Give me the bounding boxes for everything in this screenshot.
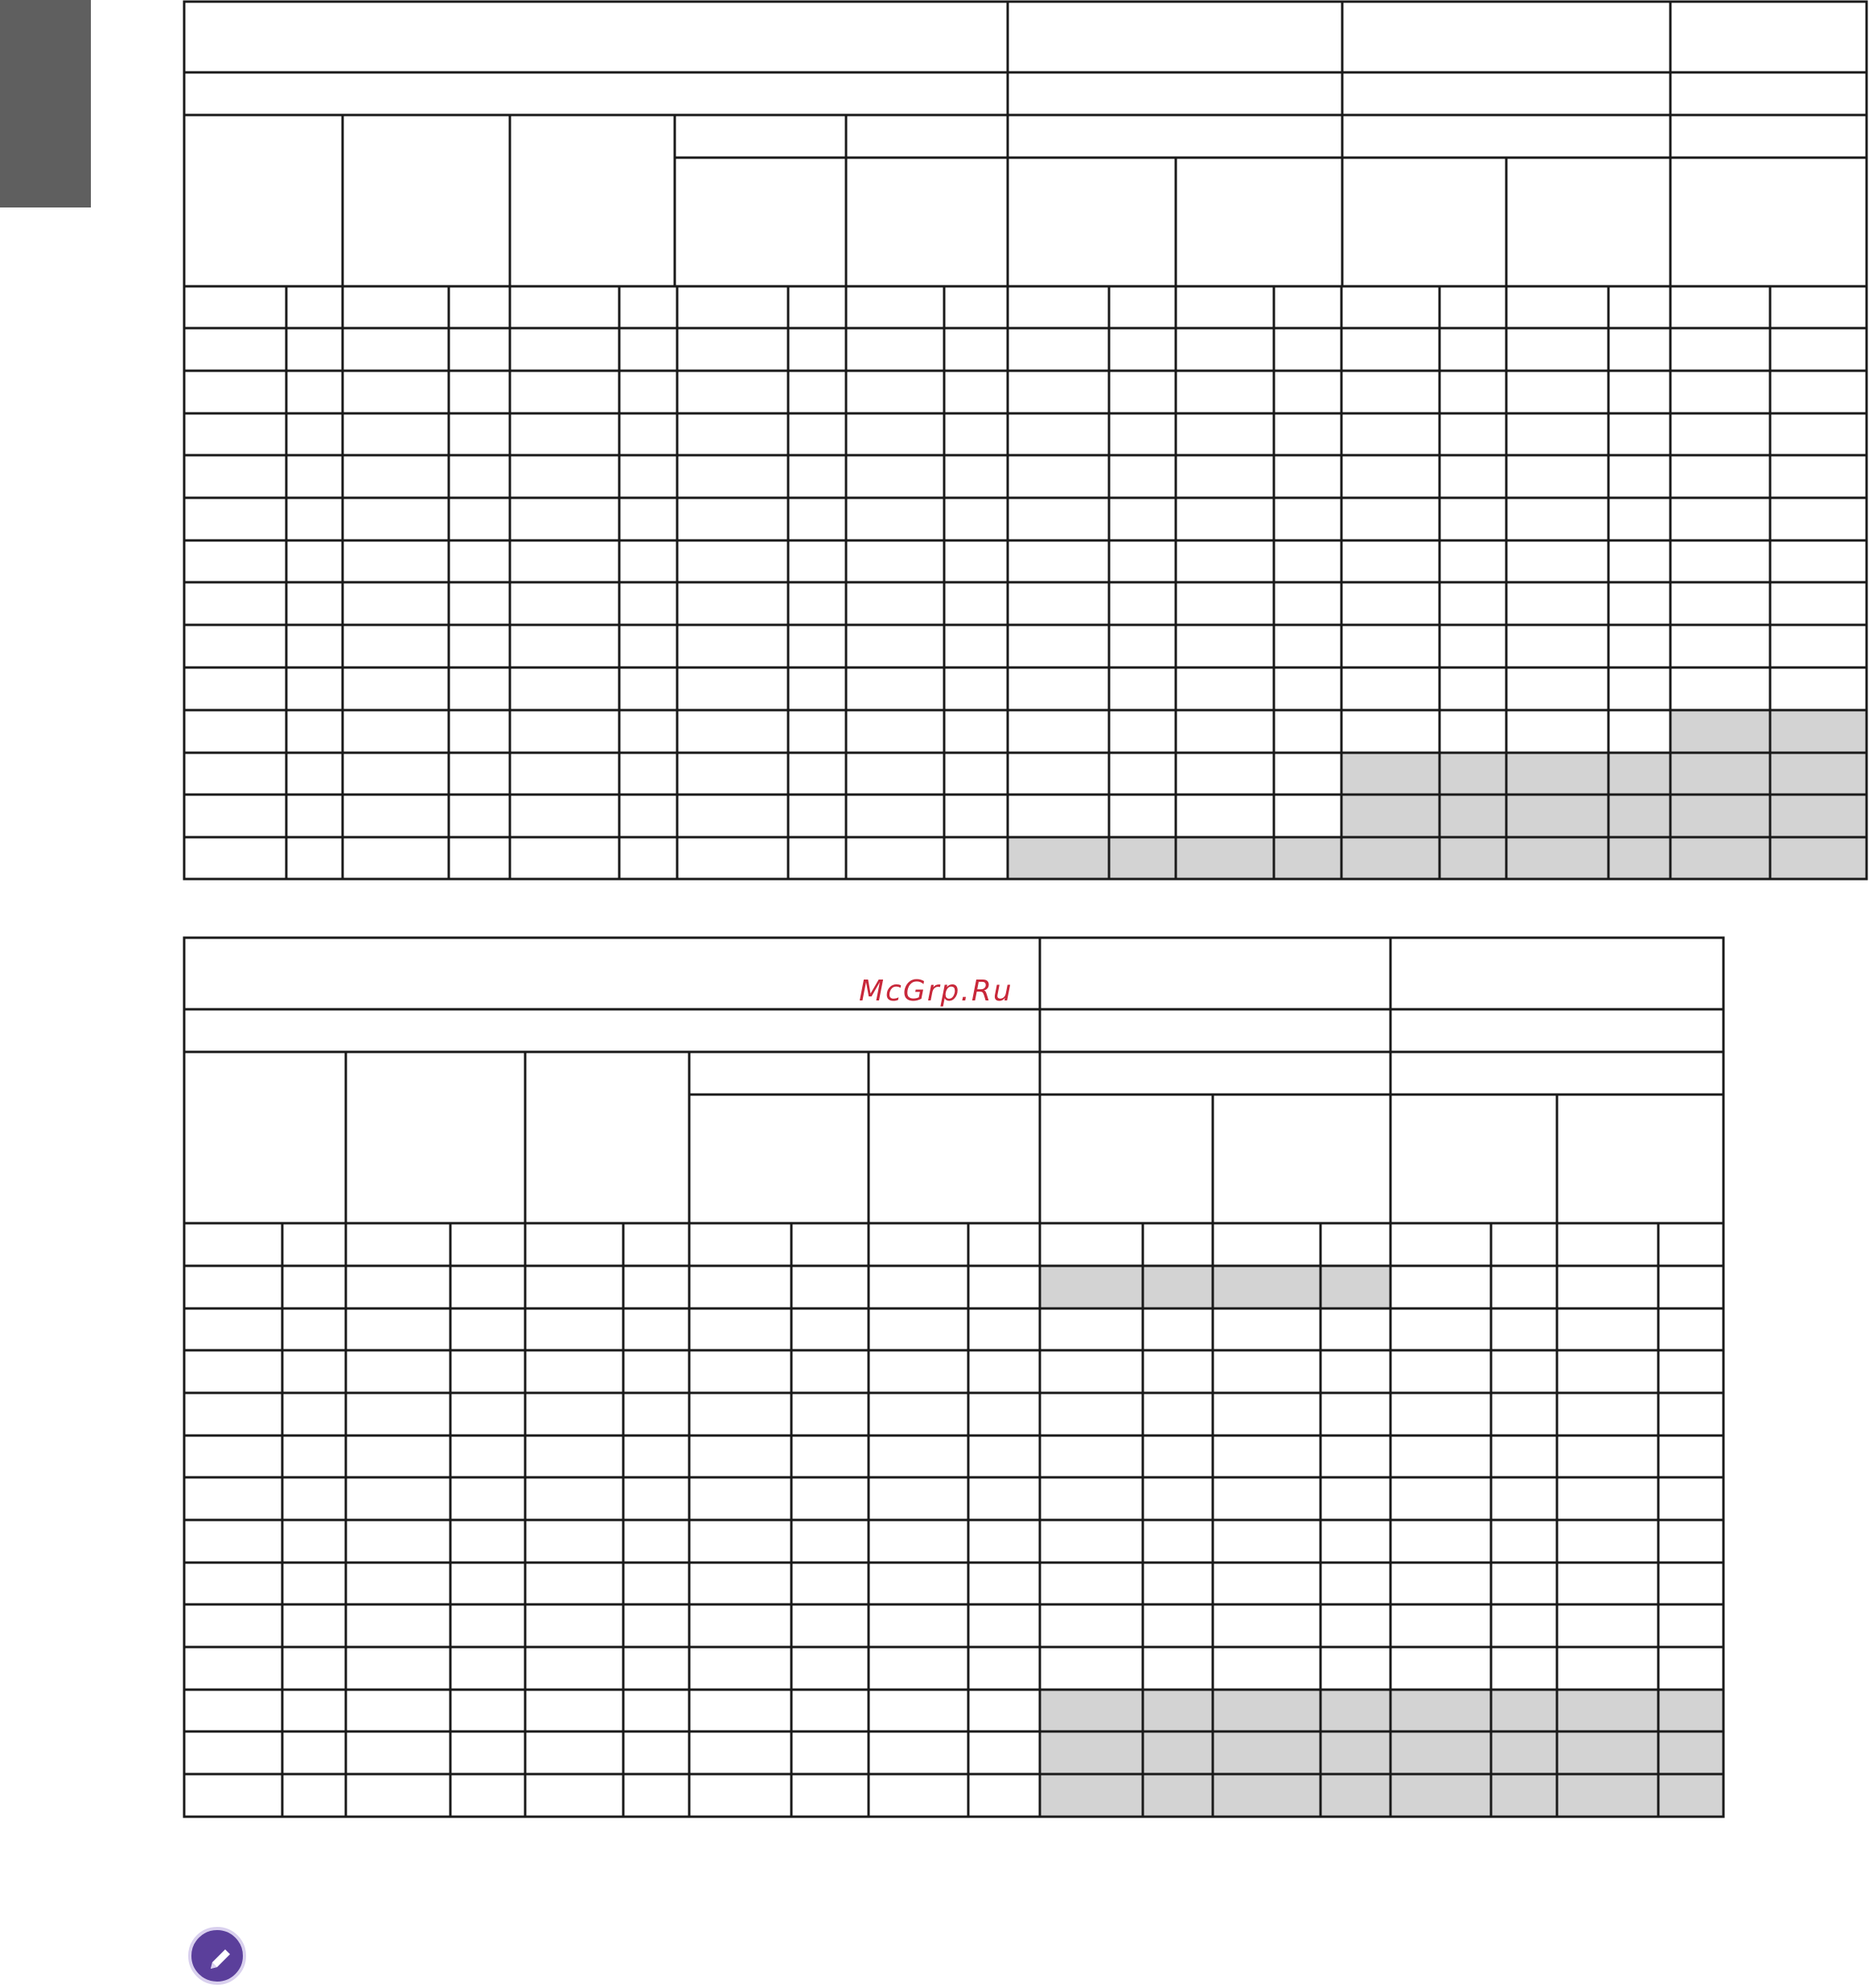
shaded-cell — [1608, 795, 1670, 837]
shaded-cell — [1506, 753, 1608, 795]
shaded-cell — [1770, 837, 1867, 879]
shaded-cell — [1506, 795, 1608, 837]
shaded-cell — [1390, 1731, 1491, 1774]
shaded-cell — [1341, 795, 1440, 837]
shaded-cell — [1658, 1690, 1723, 1731]
shaded-cell — [1491, 1731, 1557, 1774]
shaded-cell — [1213, 1690, 1321, 1731]
shaded-cell — [1274, 837, 1341, 879]
shaded-cell — [1213, 1731, 1321, 1774]
shaded-cell — [1213, 1266, 1321, 1308]
shaded-cell — [1143, 1266, 1213, 1308]
timing-table-1 — [184, 2, 1867, 879]
watermark-text: McGrp.Ru — [859, 975, 1013, 1008]
shaded-cell — [1770, 753, 1867, 795]
shaded-cell — [1670, 710, 1770, 753]
shaded-cell — [1770, 795, 1867, 837]
shaded-cell — [1176, 837, 1274, 879]
shaded-cell — [1040, 1266, 1143, 1308]
shaded-cell — [1670, 795, 1770, 837]
shaded-cell — [1390, 1690, 1491, 1731]
shaded-cell — [1670, 837, 1770, 879]
shaded-cell — [1608, 753, 1670, 795]
shaded-cell — [1491, 1774, 1557, 1817]
shaded-cell — [1557, 1690, 1658, 1731]
shaded-cell — [1557, 1774, 1658, 1817]
shaded-cell — [1440, 837, 1506, 879]
shaded-cell — [1658, 1774, 1723, 1817]
shaded-cell — [1440, 795, 1506, 837]
shaded-cell — [1390, 1774, 1491, 1817]
shaded-cell — [1440, 753, 1506, 795]
shaded-cell — [1670, 753, 1770, 795]
shaded-cell — [1770, 710, 1867, 753]
pencil-note-icon — [188, 1927, 246, 1985]
shaded-cell — [1506, 837, 1608, 879]
shaded-cell — [1109, 837, 1176, 879]
shaded-cell — [1321, 1690, 1390, 1731]
shaded-cell — [1341, 837, 1440, 879]
shaded-cell — [1321, 1266, 1390, 1308]
shaded-cell — [1040, 1774, 1143, 1817]
shaded-cell — [1658, 1731, 1723, 1774]
shaded-cell — [1491, 1690, 1557, 1731]
shaded-cell — [1213, 1774, 1321, 1817]
timing-table-2 — [184, 938, 1723, 1817]
shaded-cell — [1321, 1731, 1390, 1774]
shaded-cell — [1040, 1690, 1143, 1731]
shaded-cell — [1321, 1774, 1390, 1817]
shaded-cell — [1008, 837, 1109, 879]
shaded-cell — [1608, 837, 1670, 879]
shaded-cell — [1143, 1690, 1213, 1731]
shaded-cell — [1143, 1731, 1213, 1774]
shaded-cell — [1040, 1731, 1143, 1774]
shaded-cell — [1143, 1774, 1213, 1817]
shaded-cell — [1557, 1731, 1658, 1774]
shaded-cell — [1341, 753, 1440, 795]
